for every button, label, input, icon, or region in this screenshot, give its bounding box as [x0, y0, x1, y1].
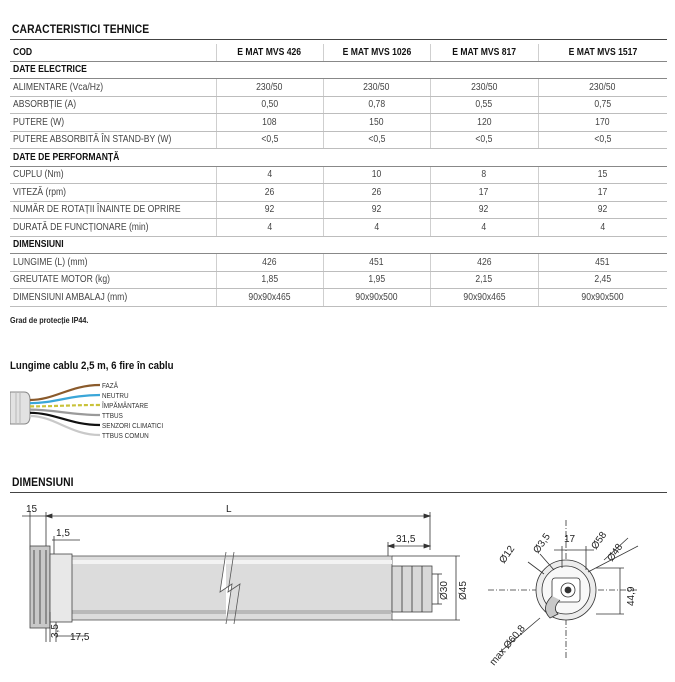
wire-label: TTBUS COMUN: [102, 431, 149, 440]
dim-end-diameter-48: Ø48: [605, 541, 626, 564]
motor-side-view-drawing: [10, 500, 470, 680]
dim-diameter-45: Ø45: [458, 581, 469, 600]
dim-L: L: [226, 504, 232, 515]
wire-label: FAZĂ: [102, 381, 118, 390]
dim-1-5: 1,5: [56, 528, 70, 539]
specifications-table: [10, 44, 667, 307]
table-cell: 0,50: [261, 99, 278, 111]
row-label: LUNGIME (L) (mm): [13, 256, 88, 268]
table-cell: 92: [597, 204, 608, 216]
table-cell: <0,5: [475, 134, 493, 146]
row-label: DURATĂ DE FUNCȚIONARE (min): [13, 221, 149, 233]
table-cell: 4: [267, 221, 272, 233]
table-cell: 26: [264, 186, 275, 198]
table-cell: 0,75: [594, 99, 612, 111]
table-cell: 230/50: [363, 81, 390, 93]
dim-end-17: 17: [564, 534, 576, 545]
table-cell: 230/50: [470, 81, 498, 93]
table-cell: 92: [264, 204, 275, 216]
wire-label: TTBUS: [102, 411, 123, 420]
table-row: [10, 79, 667, 97]
table-cell: 426: [262, 256, 277, 268]
table-cell: 4: [267, 169, 272, 181]
table-cell: 108: [262, 116, 277, 128]
table-cell: 150: [369, 116, 384, 128]
table-cell: 0,78: [368, 99, 385, 111]
table-cell: 4: [600, 221, 606, 233]
table-cell: 90x90x500: [355, 291, 398, 303]
row-label: NUMĂR DE ROTAȚII ÎNAINTE DE OPRIRE: [13, 204, 181, 216]
table-cell: 17: [597, 186, 608, 198]
table-row: [10, 184, 667, 202]
table-cell: 1,85: [261, 274, 278, 286]
row-label: DIMENSIUNI AMBALAJ (mm): [13, 291, 128, 303]
wire-label: SENZORI CLIMATICI: [102, 421, 164, 430]
table-cell: 170: [595, 116, 610, 128]
table-cell: 90x90x465: [462, 291, 506, 303]
row-label: CUPLU (Nm): [13, 169, 64, 181]
group-title: DATE DE PERFORMANȚĂ: [13, 151, 120, 163]
table-cell: 451: [369, 256, 384, 268]
dim-17-5: 17,5: [70, 632, 90, 643]
table-cell: 120: [476, 116, 492, 128]
dim-end-diameter-12: Ø12: [497, 543, 518, 566]
dim-end-44-9: 44,9: [626, 586, 637, 606]
row-label: PUTERE (W): [13, 116, 65, 128]
column-header-model: E MAT MVS 1517: [568, 46, 638, 58]
motor-end-view-drawing: [488, 510, 668, 675]
table-cell: 92: [371, 204, 382, 216]
row-label: GREUTATE MOTOR (kg): [13, 274, 110, 286]
row-label: VITEZĂ (rpm): [13, 186, 67, 198]
wire-label: NEUTRU: [102, 391, 129, 400]
column-header-model: E MAT MVS 426: [237, 46, 302, 58]
table-cell: 4: [374, 221, 379, 233]
table-row: [10, 271, 667, 289]
cable-wire: [30, 405, 100, 406]
table-row: [10, 219, 667, 237]
row-label: PUTERE ABSORBITĂ ÎN STAND-BY (W): [13, 134, 172, 146]
table-cell: 90x90x465: [248, 291, 291, 303]
dim-3-5: 3,5: [50, 624, 61, 638]
table-group-row: [10, 61, 667, 79]
dim-end-max-diameter: max Ø60,8: [488, 623, 528, 668]
dim-diameter-30: Ø30: [439, 581, 450, 600]
table-cell: 92: [479, 204, 489, 216]
dim-end-diameter-58: Ø58: [589, 529, 610, 552]
row-label: ALIMENTARE (Vca/Hz): [13, 81, 104, 93]
table-cell: 10: [371, 169, 382, 181]
table-cell: <0,5: [261, 134, 278, 146]
table-cell: <0,5: [368, 134, 385, 146]
table-cell: 15: [597, 169, 608, 181]
dim-31-5: 31,5: [396, 534, 416, 545]
table-cell: 17: [479, 186, 489, 198]
group-title: DIMENSIUNI: [13, 239, 64, 251]
table-row: [10, 166, 667, 184]
section-title-dimensions: DIMENSIUNI: [12, 475, 74, 489]
column-header-code: COD: [13, 46, 33, 58]
table-cell: 2,45: [594, 274, 612, 286]
section-divider: [10, 39, 667, 40]
row-label: ABSORBȚIE (A): [13, 99, 77, 111]
table-cell: 0,55: [475, 99, 493, 111]
table-group-row: [10, 149, 667, 167]
table-cell: 26: [371, 186, 382, 198]
column-header-model: E MAT MVS 817: [452, 46, 516, 58]
column-header-model: E MAT MVS 1026: [342, 46, 411, 58]
table-row: [10, 114, 667, 132]
dim-end-diameter-3-5: Ø3,5: [531, 531, 553, 556]
table-cell: 4: [481, 221, 487, 233]
table-cell: 451: [595, 256, 610, 268]
table-cell: 2,15: [475, 274, 493, 286]
table-row: [10, 289, 667, 307]
table-row: [10, 201, 667, 219]
table-row: [10, 131, 667, 149]
table-cell: 8: [481, 169, 487, 181]
table-cell: <0,5: [594, 134, 612, 146]
protection-note: Grad de protecție IP44.: [10, 316, 89, 325]
dim-15: 15: [26, 504, 38, 515]
table-row: [10, 254, 667, 272]
table-cell: 230/50: [256, 81, 283, 93]
cable-title: Lungime cablu 2,5 m, 6 fire în cablu: [10, 360, 174, 372]
table-cell: 426: [476, 256, 492, 268]
table-group-row: [10, 236, 667, 254]
section-title-technical: CARACTERISTICI TEHNICE: [12, 22, 150, 36]
table-cell: 1,95: [368, 274, 385, 286]
table-header-row: [10, 44, 667, 61]
section-divider-2: [10, 492, 667, 493]
wire-label: ÎMPĂMÂNTARE: [102, 401, 149, 410]
group-title: DATE ELECTRICE: [13, 64, 87, 76]
table-row: [10, 96, 667, 114]
table-cell: 230/50: [589, 81, 616, 93]
table-cell: 90x90x500: [581, 291, 624, 303]
